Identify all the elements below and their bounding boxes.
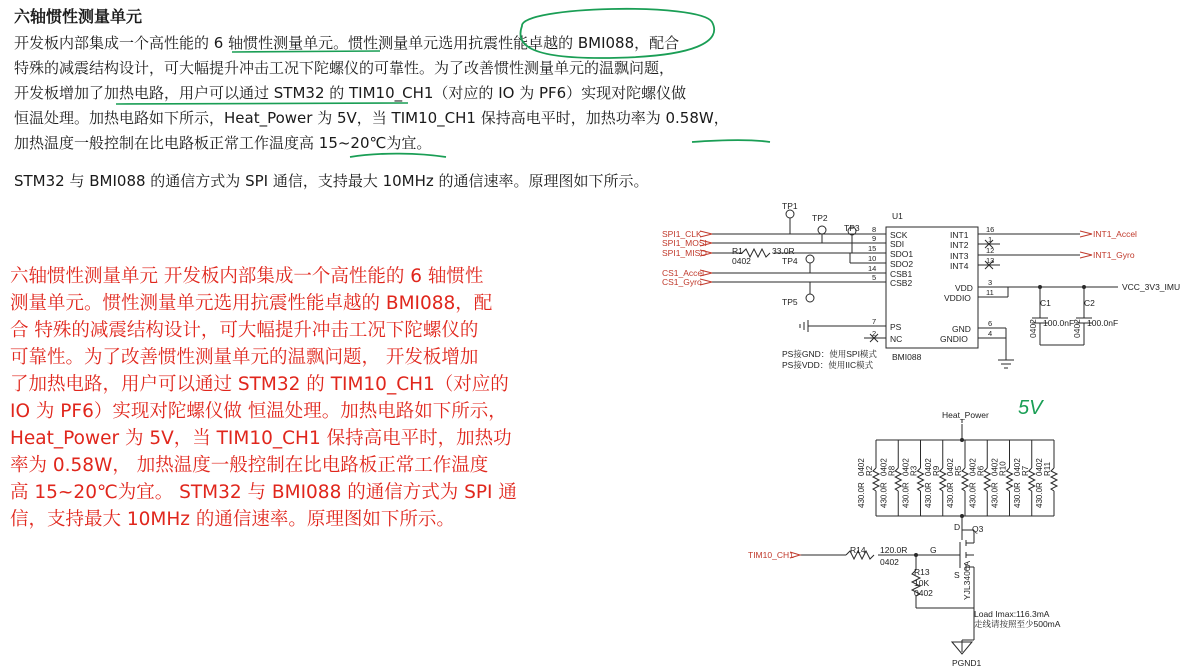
svg-text:G: G <box>930 545 937 555</box>
resistor-value: 430.0R <box>923 482 933 508</box>
svg-text:D: D <box>954 522 961 532</box>
svg-text:12: 12 <box>986 246 995 255</box>
resistor-package: 0402 <box>1035 458 1044 476</box>
resistor-ref: R7 <box>1020 465 1030 476</box>
red-line: 高 15~20℃为宜。 STM32 与 BMI088 的通信方式为 SPI 通 <box>10 482 517 503</box>
svg-text:CSB2: CSB2 <box>890 278 913 288</box>
svg-text:1: 1 <box>988 235 993 244</box>
svg-text:INT3: INT3 <box>950 251 969 261</box>
red-line: IO 为 PF6）实现对陀螺仪做 恒温处理。加热电路如下所示， <box>10 401 507 422</box>
load-note: Load Imax:116.3mA <box>974 609 1050 619</box>
body-line: 特殊的减震结构设计，可大幅提升冲击工况下陀螺仪的可靠性。为了改善惯性测量单元的温飘问题， <box>14 59 675 77</box>
svg-text:SDO1: SDO1 <box>890 249 914 259</box>
svg-text:GND: GND <box>952 324 971 334</box>
u1-ref: U1 <box>892 211 903 221</box>
resistor-ref: R11 <box>1043 461 1052 476</box>
resistor-value: 430.0R <box>857 482 866 508</box>
svg-text:GNDIO: GNDIO <box>940 334 968 344</box>
net-int1-gyro: INT1_Gyro <box>1093 250 1135 260</box>
svg-text:R13: R13 <box>914 567 930 577</box>
tim10-net: TIM10_CH1 <box>748 550 794 560</box>
red-line: 六轴惯性测量单元 开发板内部集成一个高性能的 6 轴惯性 <box>10 266 484 287</box>
resistor-value: 430.0R <box>946 482 955 508</box>
svg-text:16: 16 <box>986 225 995 234</box>
red-line: 测量单元。惯性测量单元选用抗震性能卓越的 BMI088，配 <box>10 293 493 314</box>
svg-text:S: S <box>954 570 960 580</box>
net-int1-accel: INT1_Accel <box>1093 229 1137 239</box>
svg-text:SDI: SDI <box>890 239 905 249</box>
svg-text:C1: C1 <box>1040 298 1051 308</box>
body-line: 加热温度一般控制在比电路板正常工作温度高 15~20℃为宜。 <box>14 134 432 152</box>
svg-text:100.0nF: 100.0nF <box>1043 318 1075 328</box>
red-line: 可靠性。为了改善惯性测量单元的温飘问题， 开发板增加 <box>10 347 479 368</box>
net-spi-clk: SPI1_CLK <box>662 229 702 239</box>
q3-part: YJL3400A <box>962 560 972 600</box>
svg-text:9: 9 <box>872 234 877 243</box>
resistor-ref: R6 <box>976 465 986 476</box>
svg-text:INT1: INT1 <box>950 230 969 240</box>
svg-text:5: 5 <box>872 273 877 282</box>
body-line: 开发板内部集成一个高性能的 6 轴惯性测量单元。惯性测量单元选用抗震性能卓越的 BMI088，配合 <box>14 34 680 52</box>
heat-power-label: Heat_Power <box>942 410 989 420</box>
resistor-package: 0402 <box>990 458 1000 476</box>
resistor-package: 0402 <box>923 458 933 476</box>
svg-text:100.0nF: 100.0nF <box>1087 318 1119 328</box>
svg-text:6: 6 <box>988 319 993 328</box>
svg-text:3: 3 <box>988 278 993 287</box>
resistor-value: 430.0R <box>1035 482 1044 508</box>
resistor-package: 0402 <box>901 458 911 476</box>
svg-text:4: 4 <box>988 329 993 338</box>
resistor-value: 430.0R <box>901 482 911 508</box>
red-line: 合 特殊的减震结构设计，可大幅提升冲击工况下陀螺仪的 <box>10 320 479 341</box>
red-line: 了加热电路，用户可以通过 STM32 的 TIM10_CH1（对应的 <box>10 374 509 395</box>
resistor-value: 430.0R <box>968 482 978 508</box>
svg-text:SDO2: SDO2 <box>890 259 914 269</box>
svg-text:INT4: INT4 <box>950 261 969 271</box>
net-cs-gyro: CS1_Gyro <box>662 277 702 287</box>
svg-text:PS: PS <box>890 322 902 332</box>
u1-name: BMI088 <box>892 352 922 362</box>
svg-text:11: 11 <box>986 288 994 297</box>
trace-note: 走线请按照至少500mA <box>974 619 1061 629</box>
ps-note-1: PS接GND：使用SPI模式 <box>782 349 877 359</box>
ps-note-2: PS接VDD：使用IIC模式 <box>782 360 874 370</box>
body-line: 开发板增加了加热电路，用户可以通过 STM32 的 TIM10_CH1（对应的 IO 为 PF6）实现对陀螺仪做 <box>14 84 687 102</box>
svg-text:7: 7 <box>872 317 877 326</box>
resistor-value: 430.0R <box>879 482 889 508</box>
svg-text:CSB1: CSB1 <box>890 269 913 279</box>
net-spi-mosi: SPI1_MOSI <box>662 238 707 248</box>
resistor-ref: R3 <box>909 465 919 476</box>
tp2-label: TP2 <box>812 213 828 223</box>
svg-text:0402: 0402 <box>1072 319 1082 338</box>
red-line: 信，支持最大 10MHz 的通信速率。原理图如下所示。 <box>10 509 455 530</box>
resistor-package: 0402 <box>968 458 978 476</box>
svg-text:0402: 0402 <box>914 588 933 598</box>
svg-text:10: 10 <box>868 254 877 263</box>
r1-value: 33.0R <box>772 246 795 256</box>
net-vcc: VCC_3V3_IMU <box>1122 282 1181 292</box>
svg-text:0402: 0402 <box>1028 319 1038 338</box>
svg-text:INT2: INT2 <box>950 240 969 250</box>
resistor-package: 0402 <box>946 458 955 476</box>
svg-text:NC: NC <box>890 334 903 344</box>
resistor-ref: R8 <box>887 465 897 476</box>
net-spi-miso: SPI1_MISO <box>662 248 707 258</box>
q3-ref: Q3 <box>972 524 984 534</box>
resistor-ref: R9 <box>931 465 941 476</box>
r1-ref: R1 <box>732 246 743 256</box>
tp4-label: TP4 <box>782 256 798 266</box>
svg-text:2: 2 <box>872 329 877 338</box>
net-cs-accel: CS1_Accel <box>662 268 705 278</box>
tp3-label: TP3 <box>844 223 860 233</box>
tp5-label: TP5 <box>782 297 798 307</box>
svg-text:120.0R: 120.0R <box>880 545 908 555</box>
resistor-value: 430.0R <box>990 482 1000 508</box>
resistor-ref: R5 <box>954 465 963 476</box>
svg-text:13: 13 <box>986 256 995 265</box>
svg-text:SCK: SCK <box>890 230 908 240</box>
red-line: Heat_Power 为 5V，当 TIM10_CH1 保持高电平时，加热功 <box>10 428 512 449</box>
svg-text:14: 14 <box>868 264 877 273</box>
resistor-package: 0402 <box>879 458 889 476</box>
section-heading: 六轴惯性测量单元 <box>14 7 143 26</box>
pgnd-label: PGND1 <box>952 658 982 668</box>
resistor-value: 430.0R <box>1012 482 1022 508</box>
svg-text:R14: R14 <box>850 545 866 555</box>
svg-text:C2: C2 <box>1084 298 1095 308</box>
svg-text:0402: 0402 <box>880 557 899 567</box>
svg-text:VDD: VDD <box>955 283 973 293</box>
resistor-ref: R10 <box>998 461 1008 476</box>
resistor-package: 0402 <box>1012 458 1022 476</box>
svg-text:VDDIO: VDDIO <box>944 293 971 303</box>
resistor-package: 0402 <box>857 458 866 476</box>
svg-text:8: 8 <box>872 225 877 234</box>
handwritten-5v: 5V <box>1018 397 1043 419</box>
body-line: 恒温处理。加热电路如下所示，Heat_Power 为 5V，当 TIM10_CH1 保持高电平时，加热功率为 0.58W， <box>14 109 729 127</box>
resistor-ref: R2 <box>865 465 874 476</box>
tp1-label: TP1 <box>782 201 798 211</box>
svg-text:15: 15 <box>868 244 877 253</box>
r1-package: 0402 <box>732 256 751 266</box>
svg-text:10K: 10K <box>914 578 930 588</box>
spi-line: STM32 与 BMI088 的通信方式为 SPI 通信，支持最大 10MHz 的通信速率。原理图如下所示。 <box>14 172 649 190</box>
red-line: 率为 0.58W， 加热温度一般控制在比电路板正常工作温度 <box>10 455 489 476</box>
